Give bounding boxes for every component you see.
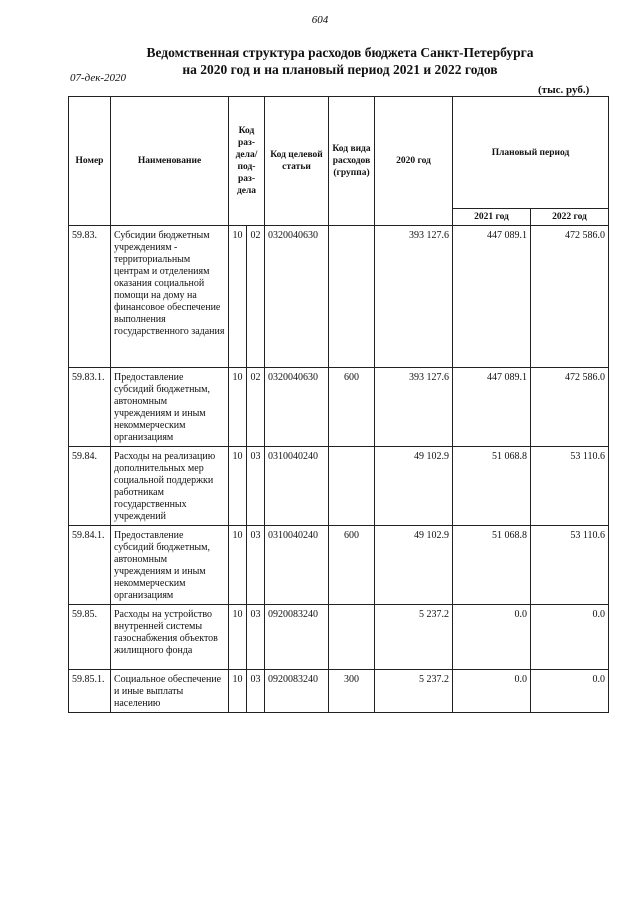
header-row — [69, 97, 609, 209]
title-line-1: Ведомственная структура расходов бюджета Санкт-Петербурга — [146, 45, 534, 60]
row-subsection: 03 — [247, 447, 265, 526]
header-section: Код раз-дела/ под-раз-дела — [229, 97, 265, 226]
row-name: Расходы на устройство внутренней системы газоснабжения объектов жилищного фонда — [111, 605, 229, 670]
row-subsection: 02 — [247, 368, 265, 447]
row-subsection: 03 — [247, 526, 265, 605]
row-section: 10 — [229, 447, 247, 526]
row-2021: 51 068.8 — [453, 447, 531, 526]
row-2022: 472 586.0 — [531, 368, 609, 447]
row-target: 0310040240 — [265, 526, 329, 605]
row-2020: 49 102.9 — [375, 447, 453, 526]
row-section: 10 — [229, 368, 247, 447]
row-number: 59.83.1. — [69, 368, 111, 447]
header-name: Наименование — [111, 97, 229, 226]
row-target: 0920083240 — [265, 670, 329, 713]
row-2022: 472 586.0 — [531, 226, 609, 368]
row-name: Субсидии бюджетным учреждениям - территориальным центрам и отделениям оказания социальной помощи на дому на финансовое обеспечение выполнения государственного задания — [111, 226, 229, 368]
row-number: 59.83. — [69, 226, 111, 368]
row-2022: 0.0 — [531, 605, 609, 670]
row-name: Предоставление субсидий бюджетным, автономным учреждениям и иным некоммерческим организациям — [111, 526, 229, 605]
row-number: 59.85. — [69, 605, 111, 670]
header-year-2022: 2022 год — [531, 209, 609, 226]
table-row — [69, 605, 609, 670]
row-subsection: 03 — [247, 605, 265, 670]
row-target: 0320040630 — [265, 368, 329, 447]
row-2020: 393 127.6 — [375, 226, 453, 368]
row-2021: 51 068.8 — [453, 526, 531, 605]
row-expense-type — [329, 226, 375, 368]
page-number: 604 — [311, 14, 329, 26]
row-2022: 53 110.6 — [531, 526, 609, 605]
row-section: 10 — [229, 605, 247, 670]
table-row — [69, 670, 609, 713]
header-expense-type: Код вида расходов (группа) — [329, 97, 375, 226]
row-number: 59.85.1. — [69, 670, 111, 713]
title-line-2: на 2020 год и на плановый период 2021 и 2022 годов — [182, 62, 498, 77]
row-target: 0920083240 — [265, 605, 329, 670]
row-expense-type: 600 — [329, 368, 375, 447]
row-name: Расходы на реализацию дополнительных мер социальной поддержки работникам государственных учреждений — [111, 447, 229, 526]
row-expense-type — [329, 447, 375, 526]
row-section: 10 — [229, 670, 247, 713]
header-target: Код целевой статьи — [265, 97, 329, 226]
row-name: Социальное обеспечение и иные выплаты населению — [111, 670, 229, 713]
row-expense-type: 600 — [329, 526, 375, 605]
row-2022: 0.0 — [531, 670, 609, 713]
row-2021: 0.0 — [453, 605, 531, 670]
row-2022: 53 110.6 — [531, 447, 609, 526]
header-planned: Плановый период — [453, 97, 609, 209]
table-row — [69, 368, 609, 447]
row-section: 10 — [229, 526, 247, 605]
row-subsection: 03 — [247, 670, 265, 713]
document-title — [60, 44, 620, 78]
row-name: Предоставление субсидий бюджетным, автономным учреждениям и иным некоммерческим организациям — [111, 368, 229, 447]
header-year-2021: 2021 год — [453, 209, 531, 226]
row-number: 59.84. — [69, 447, 111, 526]
header-number: Номер — [69, 97, 111, 226]
row-2021: 0.0 — [453, 670, 531, 713]
row-target: 0320040630 — [265, 226, 329, 368]
row-2021: 447 089.1 — [453, 226, 531, 368]
units-label: (тыс. руб.) — [538, 84, 590, 96]
table-row — [69, 226, 609, 368]
document-date: 07-дек-2020 — [70, 72, 127, 84]
row-2020: 49 102.9 — [375, 526, 453, 605]
budget-table — [68, 96, 609, 713]
row-expense-type: 300 — [329, 670, 375, 713]
table-row — [69, 526, 609, 605]
table-row — [69, 447, 609, 526]
row-section: 10 — [229, 226, 247, 368]
row-number: 59.84.1. — [69, 526, 111, 605]
row-2020: 393 127.6 — [375, 368, 453, 447]
row-expense-type — [329, 605, 375, 670]
row-subsection: 02 — [247, 226, 265, 368]
row-2020: 5 237.2 — [375, 605, 453, 670]
header-year-2020: 2020 год — [375, 97, 453, 226]
row-target: 0310040240 — [265, 447, 329, 526]
row-2021: 447 089.1 — [453, 368, 531, 447]
row-2020: 5 237.2 — [375, 670, 453, 713]
